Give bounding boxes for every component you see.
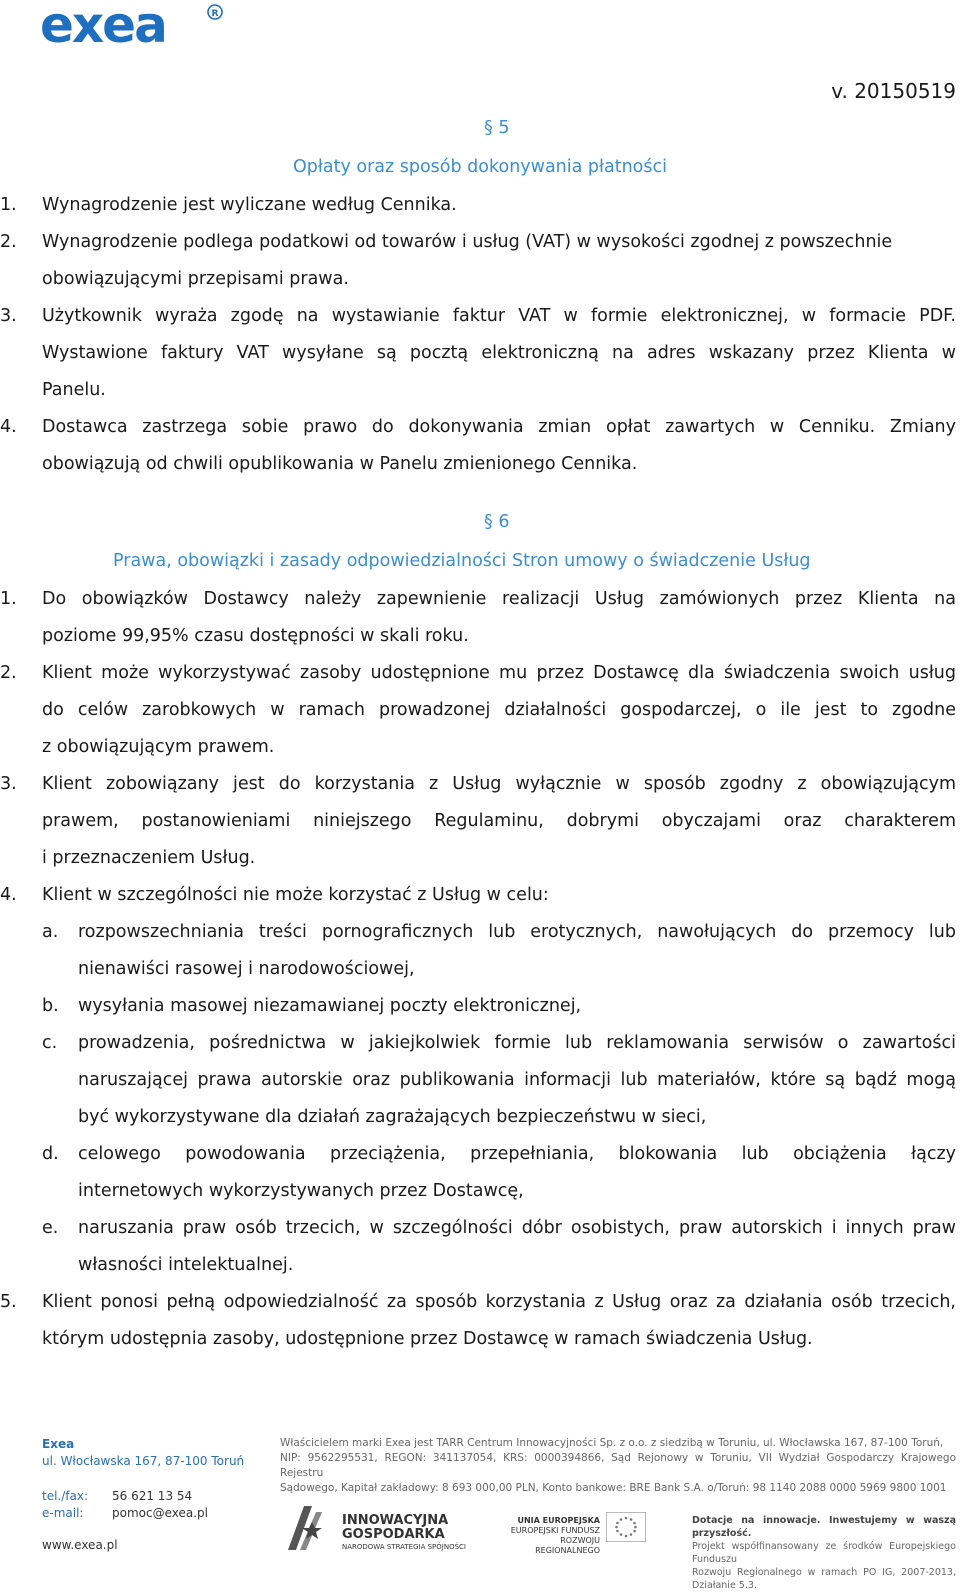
section-5-title: Opłaty oraz sposób dokonywania płatności bbox=[293, 157, 667, 177]
page-footer bbox=[0, 1430, 960, 1591]
footer-legal: Właścicielem marki Exea jest TARR Centrum Innowacyjności Sp. z o.o. z siedzibą w Toruniu, ul. Włocławska 167, 87-100 Toruń, NIP: 9562295531, REGON: 341137054, KRS: 0000394866, Sąd Rejonowy w Toruniu, VII Wydział Gospodarczy Krajowego Rejestru Sądowego, Kapitał zakładowy: 8 693 000,00 PLN, Konto bankowe: BRE Bank S.A. o/Toruń: 98 1140 2088 0000 5969 9800 1001 bbox=[280, 1437, 956, 1494]
footer-tel-label: tel./fax: bbox=[42, 1489, 89, 1503]
innowacyjna-gospodarka-logo: INNOWACYJNA GOSPODARKA NARODOWA STRATEGIA SPÓJNOŚCI bbox=[282, 1502, 472, 1552]
footer-company: Exea bbox=[42, 1437, 75, 1451]
version-label: v. 20150519 bbox=[831, 79, 956, 103]
footer-address: ul. Włocławska 167, 87-100 Toruń bbox=[42, 1454, 245, 1468]
footer-contact bbox=[42, 1436, 244, 1554]
footer-email-link[interactable]: pomoc@exea.pl bbox=[112, 1506, 208, 1520]
eu-fund-logo: UNIA EUROPEJSKA EUROPEJSKI FUNDUSZ ROZWOJU REGIONALNEGO bbox=[510, 1512, 670, 1552]
star-flag-icon bbox=[282, 1502, 342, 1552]
footer-www-link[interactable]: www.exea.pl bbox=[42, 1538, 118, 1552]
footer-tel: 56 621 13 54 bbox=[112, 1489, 193, 1503]
eu-flag-icon bbox=[606, 1512, 646, 1542]
svg-text:exea: exea bbox=[40, 2, 166, 50]
section-6-title: Prawa, obowiązki i zasady odpowiedzialności Stron umowy o świadczenie Usług bbox=[113, 551, 811, 571]
footer-email-label: e-mail: bbox=[42, 1506, 84, 1520]
section-6-symbol: § 6 bbox=[484, 512, 510, 532]
exea-logo bbox=[40, 2, 230, 50]
svg-text:R: R bbox=[211, 9, 219, 19]
footer-project: Dotacje na innowacje. Inwestujemy w waszą przyszłość. Projekt współfinansowany ze środków Europejskiego Funduszu Rozwoju Regionalnego w ramach PO IG, 2007-2013, Działanie 5.3. bbox=[692, 1515, 956, 1591]
section-5-symbol: § 5 bbox=[484, 118, 510, 138]
